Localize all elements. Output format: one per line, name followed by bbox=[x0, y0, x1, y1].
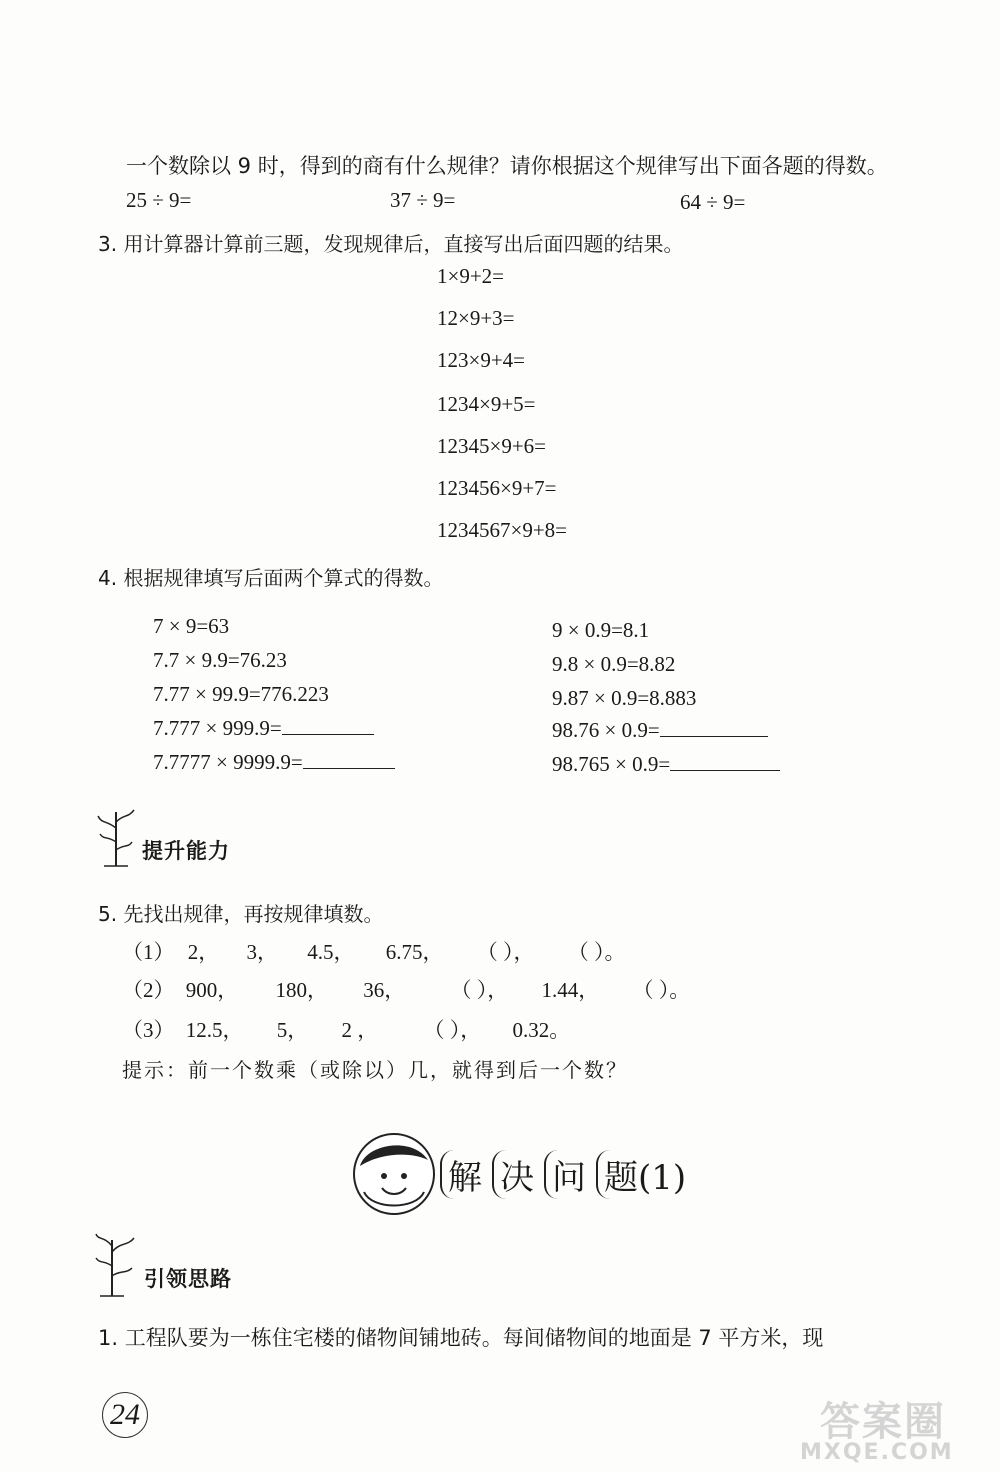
q4-left-1: 7 × 9=63 bbox=[153, 614, 230, 638]
q4-left-5-row bbox=[153, 750, 395, 775]
page-number: 24 bbox=[102, 1392, 148, 1438]
answer-blank[interactable] bbox=[670, 769, 780, 771]
q1-text: 1. 工程队要为一栋住宅楼的储物间铺地砖。每间储物间的地面是 7 平方米，现 bbox=[98, 1326, 824, 1350]
q4-left-4: 7.777 × 999.9= bbox=[153, 716, 282, 740]
watermark-url: MXQE.COM bbox=[800, 1440, 954, 1465]
seq-value: 0.32。 bbox=[512, 1018, 571, 1042]
row-number: （1） bbox=[122, 940, 175, 964]
q4-right-3: 9.87 × 0.9=8.883 bbox=[552, 686, 697, 710]
seq-value: 12.5， bbox=[185, 1018, 244, 1042]
section-guide-label: 引领思路 bbox=[144, 1267, 232, 1291]
q3-item-4: 1234×9+5= bbox=[437, 392, 536, 416]
seq-value: 36， bbox=[363, 978, 406, 1002]
q3-item-5: 12345×9+6= bbox=[437, 434, 547, 458]
q3-item-3: 123×9+4= bbox=[437, 348, 526, 372]
chapter-title-char: 问 bbox=[544, 1150, 592, 1199]
q3-item-1: 1×9+2= bbox=[437, 264, 505, 288]
seq-value: 3， bbox=[246, 940, 278, 964]
chapter-title-char: 题(1) bbox=[596, 1150, 692, 1199]
q4-right-4: 98.76 × 0.9= bbox=[552, 718, 660, 742]
mascot-icon bbox=[352, 1132, 436, 1216]
seq-value: 2 ， bbox=[341, 1018, 379, 1042]
q4-right-5: 98.765 × 0.9= bbox=[552, 752, 671, 776]
q5-row-2 bbox=[122, 974, 690, 1004]
q5-title: 5. 先找出规律，再按规律填数。 bbox=[98, 902, 384, 926]
bamboo-icon bbox=[96, 806, 136, 868]
q4-right-1: 9 × 0.9=8.1 bbox=[552, 618, 650, 642]
answer-blank[interactable] bbox=[282, 733, 374, 735]
row-number: （3） bbox=[122, 1018, 175, 1042]
q3-item-6: 123456×9+7= bbox=[437, 476, 557, 500]
seq-value: 6.75， bbox=[385, 940, 444, 964]
answer-paren[interactable]: （ ）， bbox=[423, 1018, 482, 1042]
row-number: （2） bbox=[122, 978, 175, 1002]
q4-left-5: 7.7777 × 9999.9= bbox=[153, 750, 303, 774]
q5-row-3 bbox=[122, 1014, 570, 1044]
answer-blank[interactable] bbox=[303, 767, 395, 769]
q4-right-5-row bbox=[552, 752, 780, 777]
q3-item-2: 12×9+3= bbox=[437, 306, 515, 330]
q4-left-3: 7.77 × 99.9=776.223 bbox=[153, 682, 329, 706]
q3-title: 3. 用计算器计算前三题，发现规律后，直接写出后面四题的结果。 bbox=[98, 232, 684, 256]
answer-paren[interactable]: （ ）， bbox=[450, 978, 509, 1002]
q4-left-2: 7.7 × 9.9=76.23 bbox=[153, 648, 287, 672]
seq-value: 900， bbox=[185, 978, 239, 1002]
chapter-title-char: 决 bbox=[492, 1150, 540, 1199]
q3-item-7: 1234567×9+8= bbox=[437, 518, 568, 542]
seq-value: 1.44， bbox=[541, 978, 600, 1002]
intro-question: 一个数除以 9 时，得到的商有什么规律？请你根据这个规律写出下面各题的得数。 bbox=[126, 154, 888, 178]
q4-right-4-row bbox=[552, 718, 768, 743]
q4-title: 4. 根据规律填写后面两个算式的得数。 bbox=[98, 566, 444, 590]
answer-blank[interactable] bbox=[660, 735, 768, 737]
seq-value: 180， bbox=[275, 978, 328, 1002]
division-item-1: 25 ÷ 9= bbox=[126, 188, 192, 212]
chapter-banner bbox=[352, 1132, 692, 1216]
seq-value: 5， bbox=[276, 1018, 309, 1042]
q5-hint: 提示：前一个数乘（或除以）几，就得到后一个数？ bbox=[122, 1058, 628, 1082]
q5-row-1 bbox=[122, 936, 626, 966]
section-improve-label: 提升能力 bbox=[142, 839, 230, 863]
section-improve-badge bbox=[96, 806, 230, 868]
division-item-2: 37 ÷ 9= bbox=[390, 188, 456, 212]
seq-value: 4.5， bbox=[307, 940, 355, 964]
bamboo-icon bbox=[94, 1232, 138, 1298]
q4-right-2: 9.8 × 0.9=8.82 bbox=[552, 652, 676, 676]
chapter-title-char: 解 bbox=[440, 1150, 488, 1199]
answer-paren[interactable]: （ ）。 bbox=[567, 940, 626, 964]
section-guide-badge bbox=[94, 1232, 232, 1298]
answer-paren[interactable]: （ ）。 bbox=[632, 978, 691, 1002]
answer-paren[interactable]: （ ）， bbox=[476, 940, 535, 964]
seq-value: 2， bbox=[187, 940, 220, 964]
q4-left-4-row bbox=[153, 716, 374, 741]
watermark-logo: 答案圈 bbox=[820, 1399, 946, 1445]
division-item-3: 64 ÷ 9= bbox=[680, 190, 746, 214]
